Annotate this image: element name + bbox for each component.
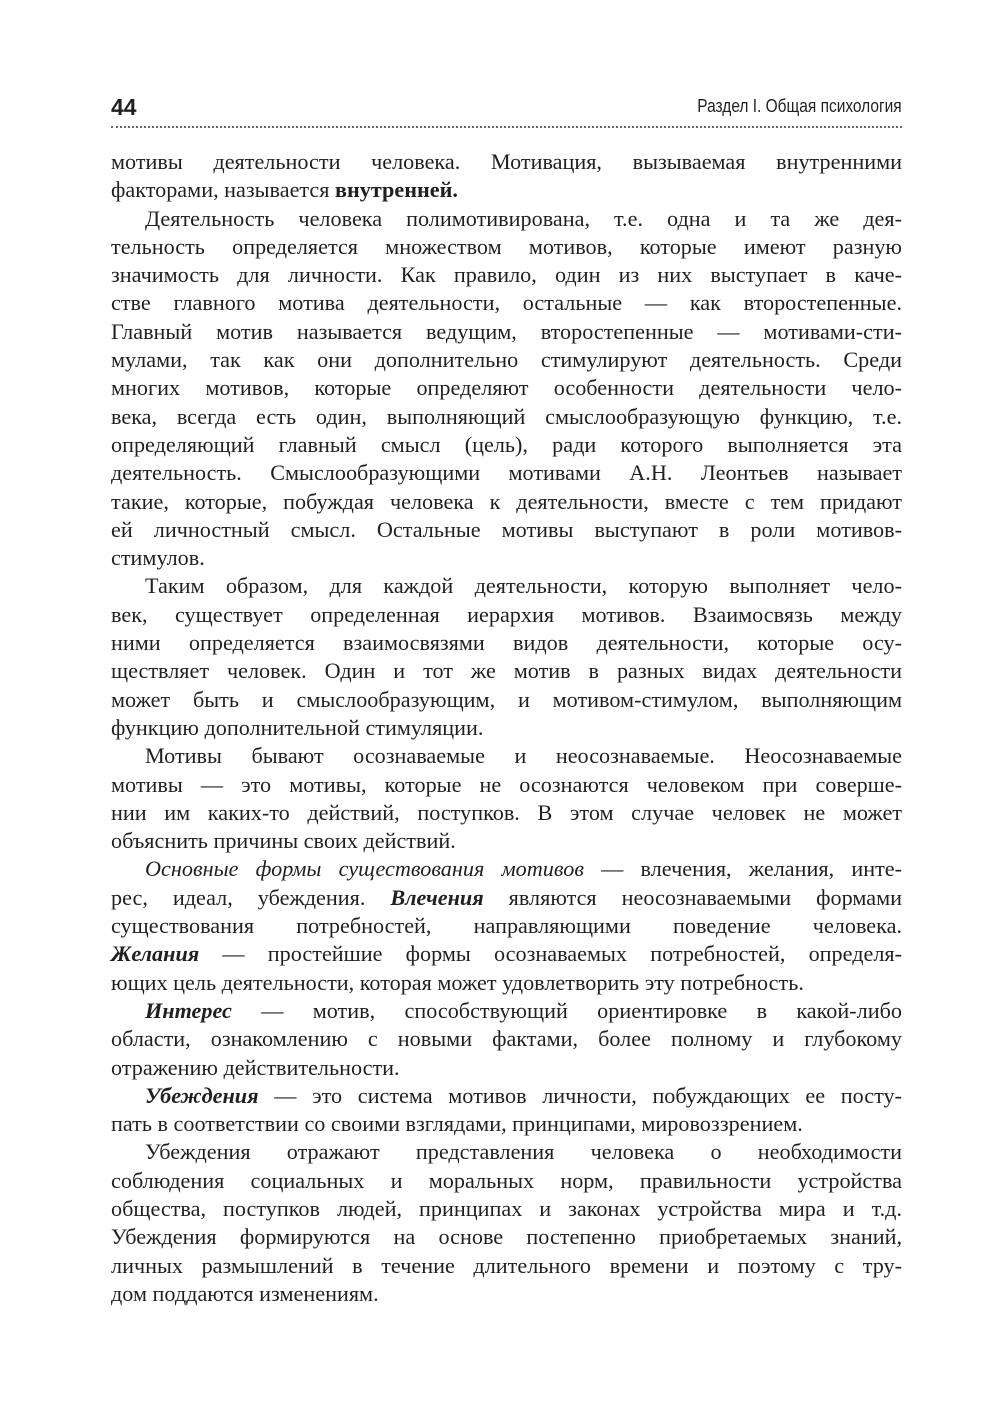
text-line: Деятельность человека полимотивирована, т.е. одна и та же дея-	[145, 205, 902, 231]
text-line: факторами, называется внутренней.	[111, 177, 458, 203]
text-line: Мотивы бывают осознаваемые и неосознаваемые. Неосознаваемые	[145, 743, 902, 769]
text-line: ществляет человек. Один и тот же мотив в разных видах деятельности	[111, 658, 902, 684]
term-desires: Желания	[111, 941, 200, 967]
page-number: 44	[111, 94, 137, 120]
text-line: век, существует определенная иерархия мотивов. Взаимосвязь между	[111, 601, 902, 627]
text-line: Таким образом, для каждой деятельности, которую выполняет чело-	[145, 573, 902, 599]
text-line: общества, поступков людей, принципах и законах устройства мира и т.д.	[111, 1195, 902, 1221]
text-line: рес, идеал, убеждения. Влечения являются неосознаваемыми формами	[111, 884, 902, 910]
text-line: дом поддаются изменениям.	[111, 1280, 379, 1306]
text-line: ними определяется взаимосвязями видов деятельности, которые осу-	[111, 630, 902, 656]
term-interest: Интерес	[145, 997, 232, 1023]
text-line: соблюдения социальных и моральных норм, правильности устройства	[111, 1167, 902, 1193]
term-beliefs: Убеждения	[145, 1082, 259, 1108]
text-line: может быть и смыслообразующим, и мотивом-стимулом, выполняющим	[111, 686, 902, 712]
text-line: личных размышлений в течение длительного времени и поэтому с тру-	[111, 1252, 902, 1278]
text-line: существования потребностей, направляющими поведение человека.	[111, 913, 902, 939]
body-text	[111, 148, 902, 1308]
text-line: Интерес — мотив, способствующий ориентировке в какой-либо	[145, 997, 902, 1023]
text-line: Главный мотив называется ведущим, второстепенные — мотивами-сти-	[111, 318, 902, 344]
text-line: тельность определяется множеством мотивов, которые имеют разную	[111, 233, 902, 259]
text-line: Убеждения отражают представления человека о необходимости	[145, 1139, 902, 1165]
term-drives: Влечения	[390, 884, 484, 910]
term-internal: внутренней.	[335, 177, 458, 203]
text-line: стимулов.	[111, 545, 205, 571]
text-line: Желания — простейшие формы осознаваемых потребностей, определя-	[111, 941, 902, 967]
text-line: мулами, так как они дополнительно стимулируют деятельность. Среди	[111, 347, 902, 373]
text-line: отражению действительности.	[111, 1054, 400, 1080]
text-line: мотивы — это мотивы, которые не осознаются человеком при соверше-	[111, 771, 902, 797]
text-line: века, всегда есть один, выполняющий смыслообразующую функцию, т.е.	[111, 403, 902, 429]
page-header	[111, 92, 902, 128]
italic-phrase: Основные формы существования мотивов	[145, 856, 584, 882]
text-line: Убеждения — это система мотивов личности, побуждающих ее посту-	[145, 1082, 902, 1108]
text-line: мотивы деятельности человека. Мотивация, вызываемая внутренними	[111, 149, 902, 174]
text-line: пать в соответствии со своими взглядами, принципами, мировоззрением.	[111, 1111, 803, 1137]
text-line: такие, которые, побуждая человека к деятельности, вместе с тем придают	[111, 488, 902, 514]
text-line: объяснить причины своих действий.	[111, 828, 456, 854]
text-line: функцию дополнительной стимуляции.	[111, 714, 484, 740]
text-line: определяющий главный смысл (цель), ради которого выполняется эта	[111, 431, 902, 457]
text-line: Убеждения формируются на основе постепенно приобретаемых знаний,	[111, 1224, 902, 1250]
text-line: значимость для личности. Как правило, один из них выступает в каче-	[111, 262, 902, 288]
text-line: деятельность. Смыслообразующими мотивами А.Н. Леонтьев называет	[111, 460, 902, 486]
text-line: нии им каких-то действий, поступков. В этом случае человек не может	[111, 799, 902, 825]
text-line: области, ознакомлению с новыми фактами, более полному и глубокому	[111, 1026, 902, 1052]
running-head: Раздел I. Общая психология	[697, 96, 902, 116]
text-line: стве главного мотива деятельности, остальные — как второстепенные.	[111, 290, 902, 316]
text-line: ей личностный смысл. Остальные мотивы выступают в роли мотивов-	[111, 516, 902, 542]
text-line: Основные формы существования мотивов — влечения, желания, инте-	[145, 856, 902, 882]
text-line: ющих цель деятельности, которая может удовлетворить эту потребность.	[111, 969, 804, 995]
text-line: многих мотивов, которые определяют особенности деятельности чело-	[111, 375, 902, 401]
